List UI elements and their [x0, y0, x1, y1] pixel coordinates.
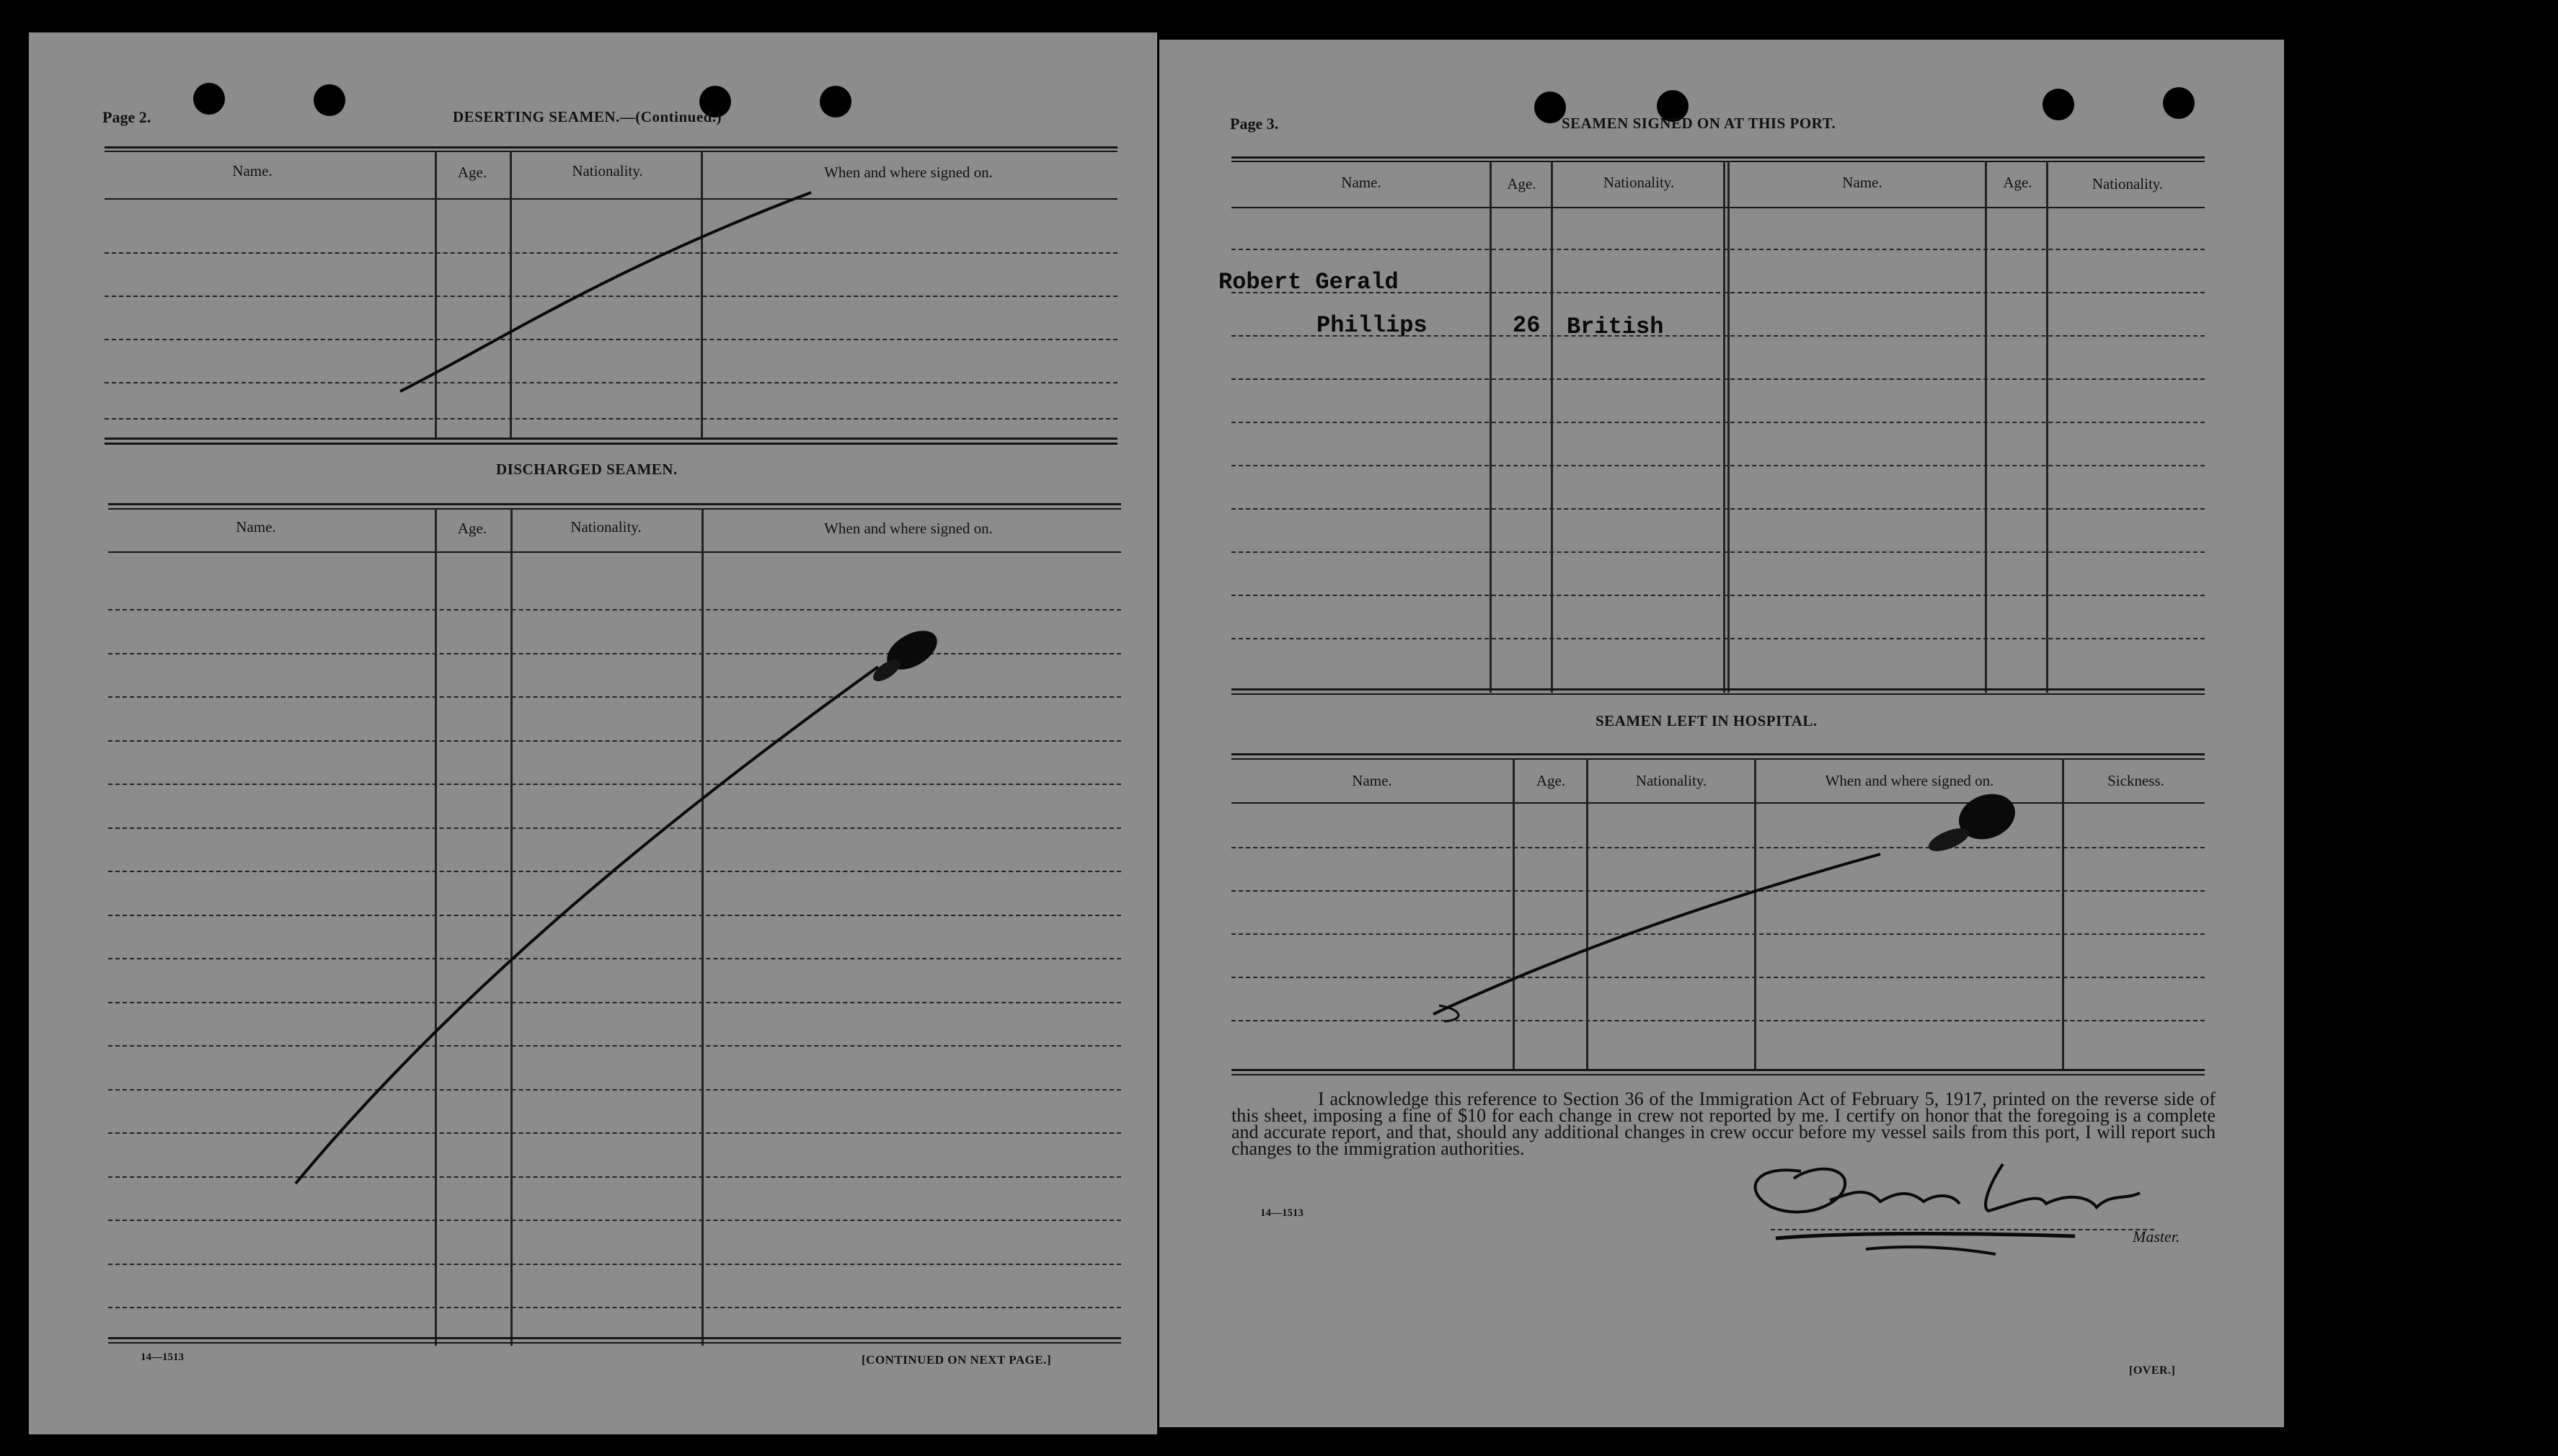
- col-header-name: Name.: [1352, 772, 1392, 789]
- col-header-name-2: Name.: [1842, 174, 1882, 191]
- col-header-age: Age.: [1507, 175, 1536, 192]
- col-header-signed-on: When and where signed on.: [824, 164, 993, 181]
- col-header-nationality: Nationality.: [570, 518, 642, 536]
- section-title-deserting: DESERTING SEAMEN.—(Continued.): [453, 108, 722, 125]
- cancel-line: [296, 667, 878, 1184]
- col-header-sickness: Sickness.: [2107, 772, 2164, 789]
- page-label: Page 3.: [1230, 115, 1279, 133]
- cancel-line: [1433, 854, 1880, 1014]
- col-header-nationality: Nationality.: [1635, 772, 1707, 789]
- acknowledgement-text: I acknowledge this reference to Section 36 of the Immigration Act of February 5, 1917, printed on the reverse side of this sheet, imposing a fine of $10 for each change in crew not reported by me. I certify on honor that the foregoing is a complete and accurate report, and that, should any additional changes in crew occur before my vessel sails from this port, I will report such changes to the immigration authorities.: [1231, 1088, 2216, 1159]
- annotations-overlay: [1159, 40, 2284, 1427]
- entry-name-line1: Robert Gerald: [1218, 269, 1399, 296]
- cancel-strokes: [29, 32, 1157, 1434]
- form-number: 14—1513: [1260, 1207, 1304, 1219]
- col-header-age: Age.: [457, 520, 487, 537]
- form-number: 14—1513: [141, 1351, 184, 1363]
- master-signature: [1756, 1164, 2140, 1254]
- col-header-age: Age.: [1536, 772, 1566, 789]
- col-header-age: Age.: [457, 164, 487, 181]
- continued-note: [CONTINUED ON NEXT PAGE.]: [862, 1353, 1052, 1367]
- signature-label: Master.: [2133, 1228, 2180, 1246]
- section-title-signed-on: SEAMEN SIGNED ON AT THIS PORT.: [1562, 115, 1836, 132]
- page-label: Page 2.: [102, 108, 151, 126]
- over-note: [OVER.]: [2129, 1364, 2176, 1377]
- col-header-nationality: Nationality.: [572, 162, 643, 179]
- col-header-nationality: Nationality.: [1603, 174, 1675, 191]
- col-header-signed-on: When and where signed on.: [1825, 772, 1994, 789]
- section-title-discharged: DISCHARGED SEAMEN.: [496, 461, 678, 478]
- cancel-line: [1439, 1006, 1459, 1021]
- entry-name-line2: Phillips: [1316, 312, 1428, 339]
- col-header-name: Name.: [1341, 174, 1381, 191]
- col-header-signed-on: When and where signed on.: [824, 520, 993, 537]
- col-header-name: Name.: [236, 518, 276, 536]
- col-header-nationality-2: Nationality.: [2092, 175, 2164, 192]
- col-header-age-2: Age.: [2003, 174, 2032, 191]
- right-page: [1159, 40, 2284, 1427]
- entry-age: 26: [1513, 312, 1541, 339]
- col-header-name: Name.: [232, 162, 273, 179]
- left-page: [29, 32, 1157, 1434]
- cancel-line: [400, 192, 811, 391]
- section-title-hospital: SEAMEN LEFT IN HOSPITAL.: [1596, 712, 1818, 729]
- entry-nationality: British: [1567, 314, 1664, 340]
